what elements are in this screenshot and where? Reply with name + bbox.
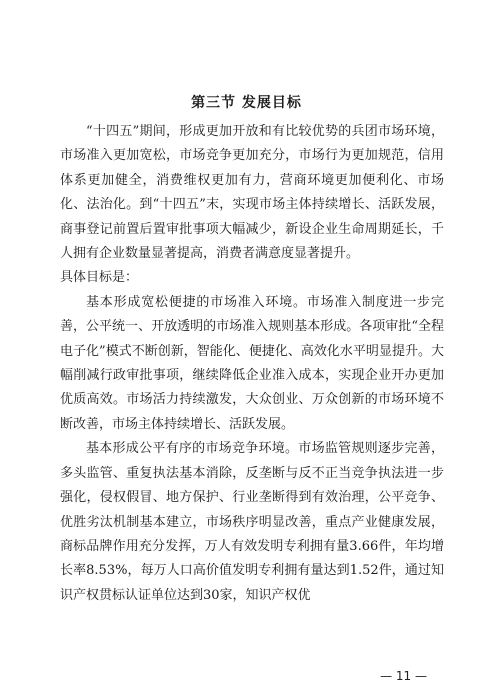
section-title: 第三节 发展目标 — [191, 95, 302, 111]
paragraph-market-competition: 基本形成公平有序的市场竞争环境。市场监管规则逐步完善，多头监管、重复执法基本消除，反垄断与反不正当竞争执法进一步强化，侵权假冒、地方保护、行业垄断得到有效治理，公平竞争、优胜劣汰机制基本建立，市场秩序明显改善，重点产业健康发展，商标品牌作用充分发挥，万人有效发明专利拥有量3.66件，年均增长率8.53%，每万人口高价值发明专利拥有量达到1.52件，通过知识产权贯标认证单位达到30家，知识产权优 — [60, 441, 444, 603]
page-number: — 11 — — [380, 669, 427, 683]
document-body — [60, 120, 444, 608]
paragraph-goals-intro: 具体目标是： — [60, 270, 139, 286]
paragraph-overview: “十四五”期间，形成更加开放和有比较优势的兵团市场环境，市场准入更加宽松，市场竞争更加充分，市场行为更加规范，信用体系更加健全，消费维权更加有力，营商环境更加便利化、市场化、法治化。到“十四五”末，实现市场主体持续增长、活跃发展，商事登记前置后置审批事项大幅减少，新设企业生命周期延长，千人拥有企业数量显著提高，消费者满意度显著提升。 — [60, 124, 444, 262]
paragraph-market-access: 基本形成宽松便捷的市场准入环境。市场准入制度进一步完善，公平统一、开放透明的市场准入规则基本形成。各项审批“全程电子化”模式不断创新，智能化、便捷化、高效化水平明显提升。大幅削减行政审批事项，继续降低企业准入成本，实现企业开办更加优质高效。市场活力持续激发，大众创业、万众创新的市场环境不断改善，市场主体持续增长、活跃发展。 — [60, 294, 444, 432]
